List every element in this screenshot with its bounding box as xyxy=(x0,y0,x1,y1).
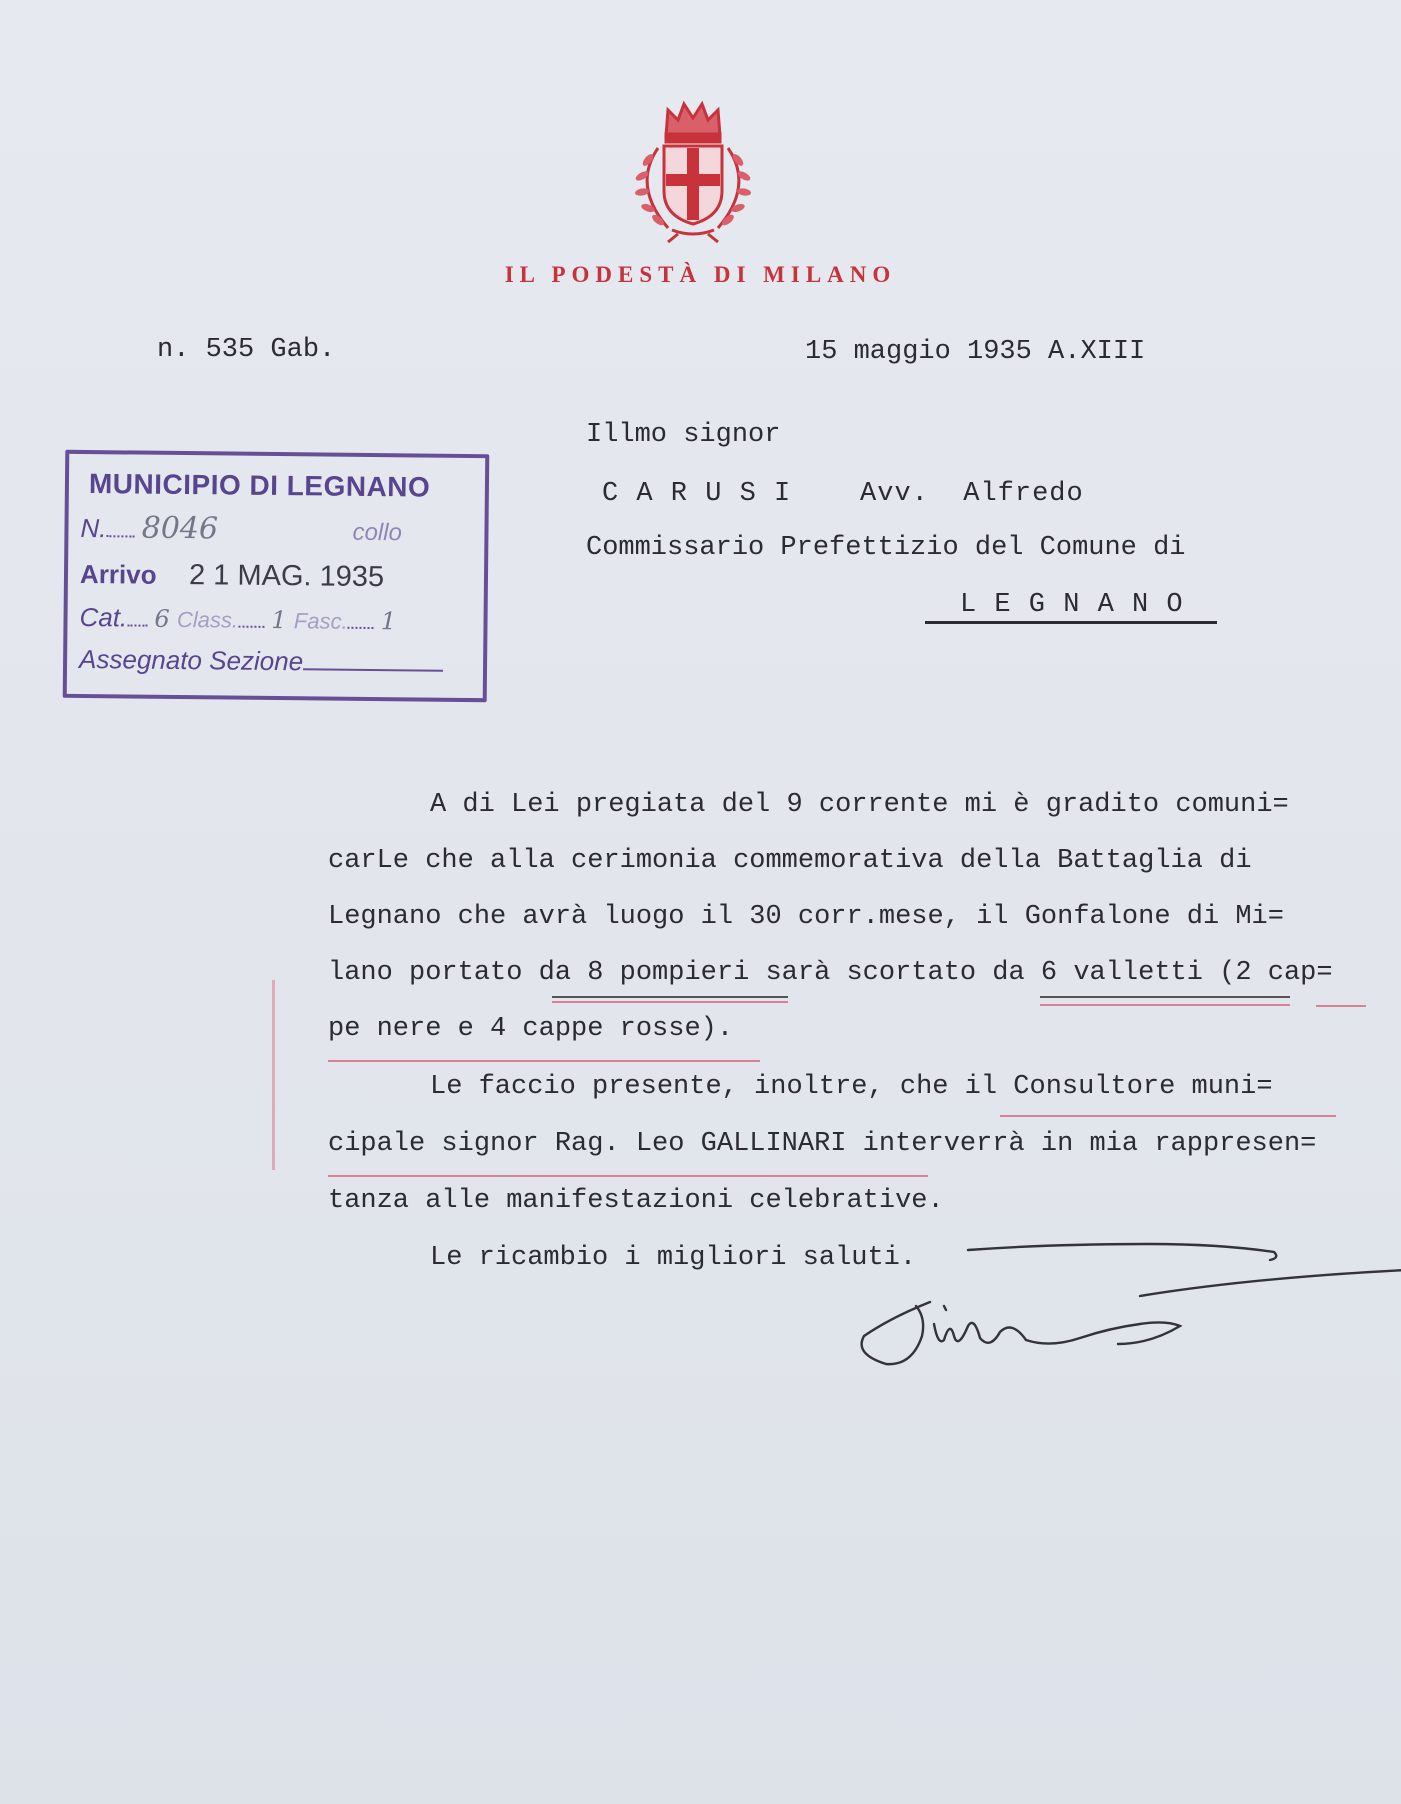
stamp-arrival-date: 2 1 MAG. 1935 xyxy=(188,559,385,594)
recipient-town: L E G N A N O xyxy=(960,590,1184,620)
body-line-1: A di Lei pregiata del 9 corrente mi è gradito comuni= xyxy=(430,790,1289,820)
stamp-class-label: Class. xyxy=(176,606,239,633)
annotation-underline xyxy=(552,996,788,998)
annotation-underline xyxy=(1000,1115,1336,1117)
body-line-7: cipale signor Rag. Leo GALLINARI interverrà in mia rappresen= xyxy=(328,1129,1317,1159)
stamp-fasc-label: Fasc. xyxy=(293,608,348,634)
margin-annotation-mark xyxy=(272,980,275,1170)
stamp-title: MUNICIPIO DI LEGNANO xyxy=(88,468,431,503)
recipient-name: C A R U S I Avv. Alfredo xyxy=(602,479,1084,509)
recipient-role: Commissario Prefettizio del Comune di xyxy=(586,533,1186,563)
stamp-n-label: N. xyxy=(80,512,107,544)
body-line-3: Legnano che avrà luogo il 30 corr.mese, il Gonfalone di Mi= xyxy=(328,902,1284,932)
body-line-2: carLe che alla cerimonia commemorativa della Battaglia di xyxy=(328,846,1252,876)
annotation-underline xyxy=(328,1060,760,1062)
milan-crest-emblem xyxy=(622,96,764,244)
stamp-cat-value: 6 xyxy=(154,604,170,633)
letter-date: 15 maggio 1935 A.XIII xyxy=(805,337,1146,367)
stamp-cat-label: Cat. xyxy=(79,601,128,633)
annotation-underline xyxy=(1040,996,1290,998)
body-line-4: lano portato da 8 pompieri sarà scortato da 6 valletti (2 cap= xyxy=(328,958,1333,988)
stamp-class-value: 1 xyxy=(271,605,287,635)
body-line-8: tanza alle manifestazioni celebrative. xyxy=(328,1186,944,1216)
town-underline xyxy=(925,621,1217,624)
annotation-underline xyxy=(1316,1005,1366,1007)
dotted-line xyxy=(106,535,134,537)
stamp-n-value: 8046 xyxy=(141,510,219,547)
stamp-category-row xyxy=(79,602,396,636)
stamp-protocol-fragment: collo xyxy=(352,518,403,547)
handwritten-signature xyxy=(850,1240,1401,1380)
stamp-assigned-row xyxy=(79,644,443,679)
arrival-stamp xyxy=(63,450,490,702)
stamp-assigned-label: Assegnato Sezione xyxy=(78,643,304,677)
stamp-arrival-row xyxy=(80,558,384,594)
stamp-number-row xyxy=(80,510,402,548)
closing-line: Le ricambio i migliori saluti. xyxy=(430,1243,917,1273)
stamp-fasc-value: 1 xyxy=(380,607,397,636)
annotation-underline xyxy=(1040,1004,1290,1006)
recipient-salutation: Illmo signor xyxy=(586,420,781,450)
protocol-number: n. 535 Gab. xyxy=(157,335,336,365)
annotation-underline xyxy=(328,1175,928,1177)
body-line-6: Le faccio presente, inoltre, che il Consultore muni= xyxy=(430,1072,1273,1102)
body-line-5: pe nere e 4 cappe rosse). xyxy=(328,1014,734,1044)
annotation-underline xyxy=(552,1001,788,1003)
letterhead-title: IL PODESTÀ DI MILANO xyxy=(504,262,897,287)
stamp-arrival-label: Arrivo xyxy=(79,558,157,590)
